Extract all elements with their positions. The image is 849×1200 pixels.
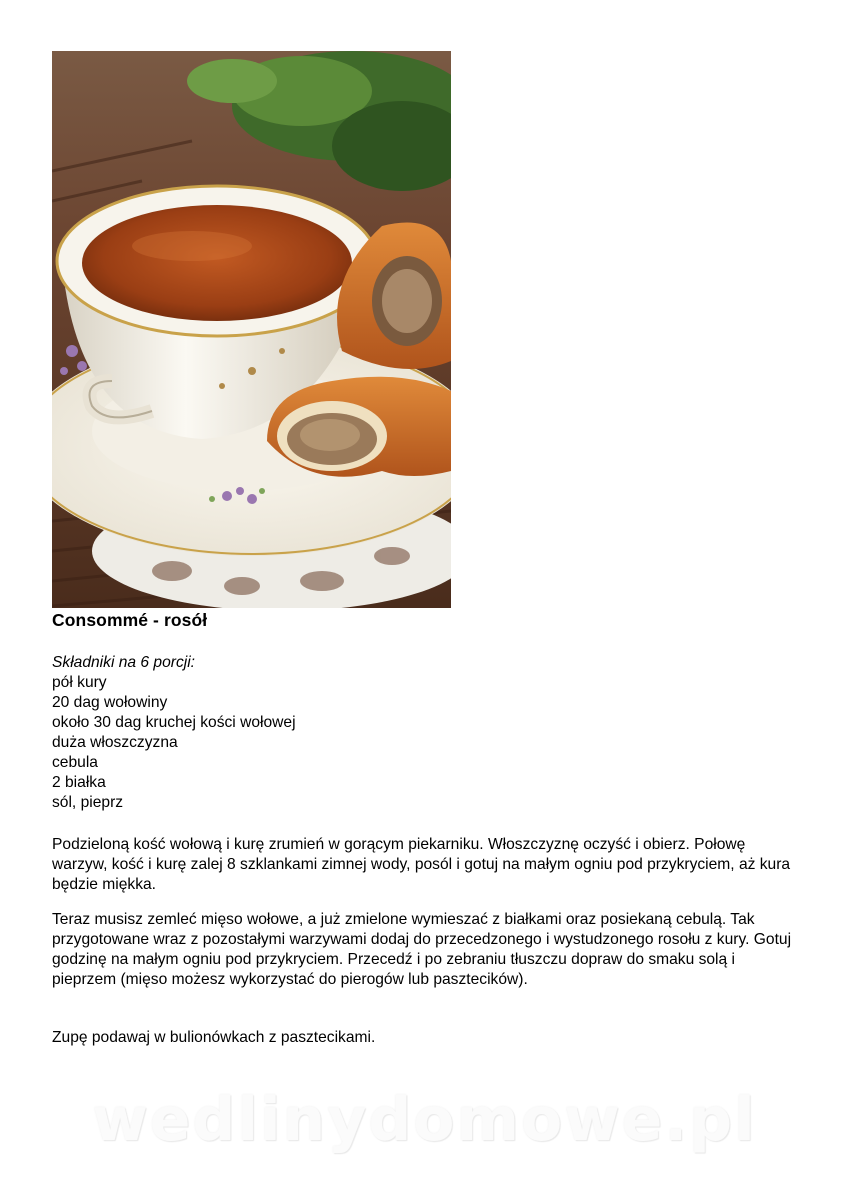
ingredient-item: pół kury: [52, 674, 107, 691]
ingredient-item: 20 dag wołowiny: [52, 694, 168, 711]
consomme-cup-photo-icon: [52, 51, 451, 608]
site-watermark: wedlinydomowe.pl: [92, 1085, 757, 1155]
instructions-paragraph: Podzieloną kość wołową i kurę zrumień w gorącym piekarniku. Włoszczyznę oczyść i obierz. Połowę warzyw, kość i kurę zalej 8 szklankami zimnej wody, posól i gotuj na małym ogniu pod przykryciem, aż kura będzie miękka.: [52, 836, 791, 893]
serving-note: Zupę podawaj w bulionówkach z pasztecikami.: [52, 1029, 376, 1046]
ingredients-list: [52, 653, 296, 813]
recipe-title: Consommé - rosół: [52, 610, 208, 630]
ingredient-item: 2 białka: [52, 774, 106, 791]
ingredient-item: cebula: [52, 754, 98, 771]
ingredients-heading: Składniki na 6 porcji:: [52, 654, 196, 671]
ingredient-item: sól, pieprz: [52, 794, 124, 811]
instructions-paragraph: Teraz musisz zemleć mięso wołowe, a już zmielone wymieszać z białkami oraz posiekaną cebulą. Tak przygotowane wraz z pozostałymi warzywami dodaj do przecedzonego i wystudzonego rosołu z kury. Gotuj godzinę na małym ogniu pod przykryciem. Przecedź i po zebraniu tłuszczu dopraw do smaku solą i pieprzem (mięso możesz wykorzystać do pierogów lub pasztecików).: [52, 911, 792, 988]
ingredient-item: duża włoszczyzna: [52, 734, 178, 751]
recipe-photo: [52, 51, 451, 608]
ingredient-item: około 30 dag kruchej kości wołowej: [52, 714, 296, 731]
